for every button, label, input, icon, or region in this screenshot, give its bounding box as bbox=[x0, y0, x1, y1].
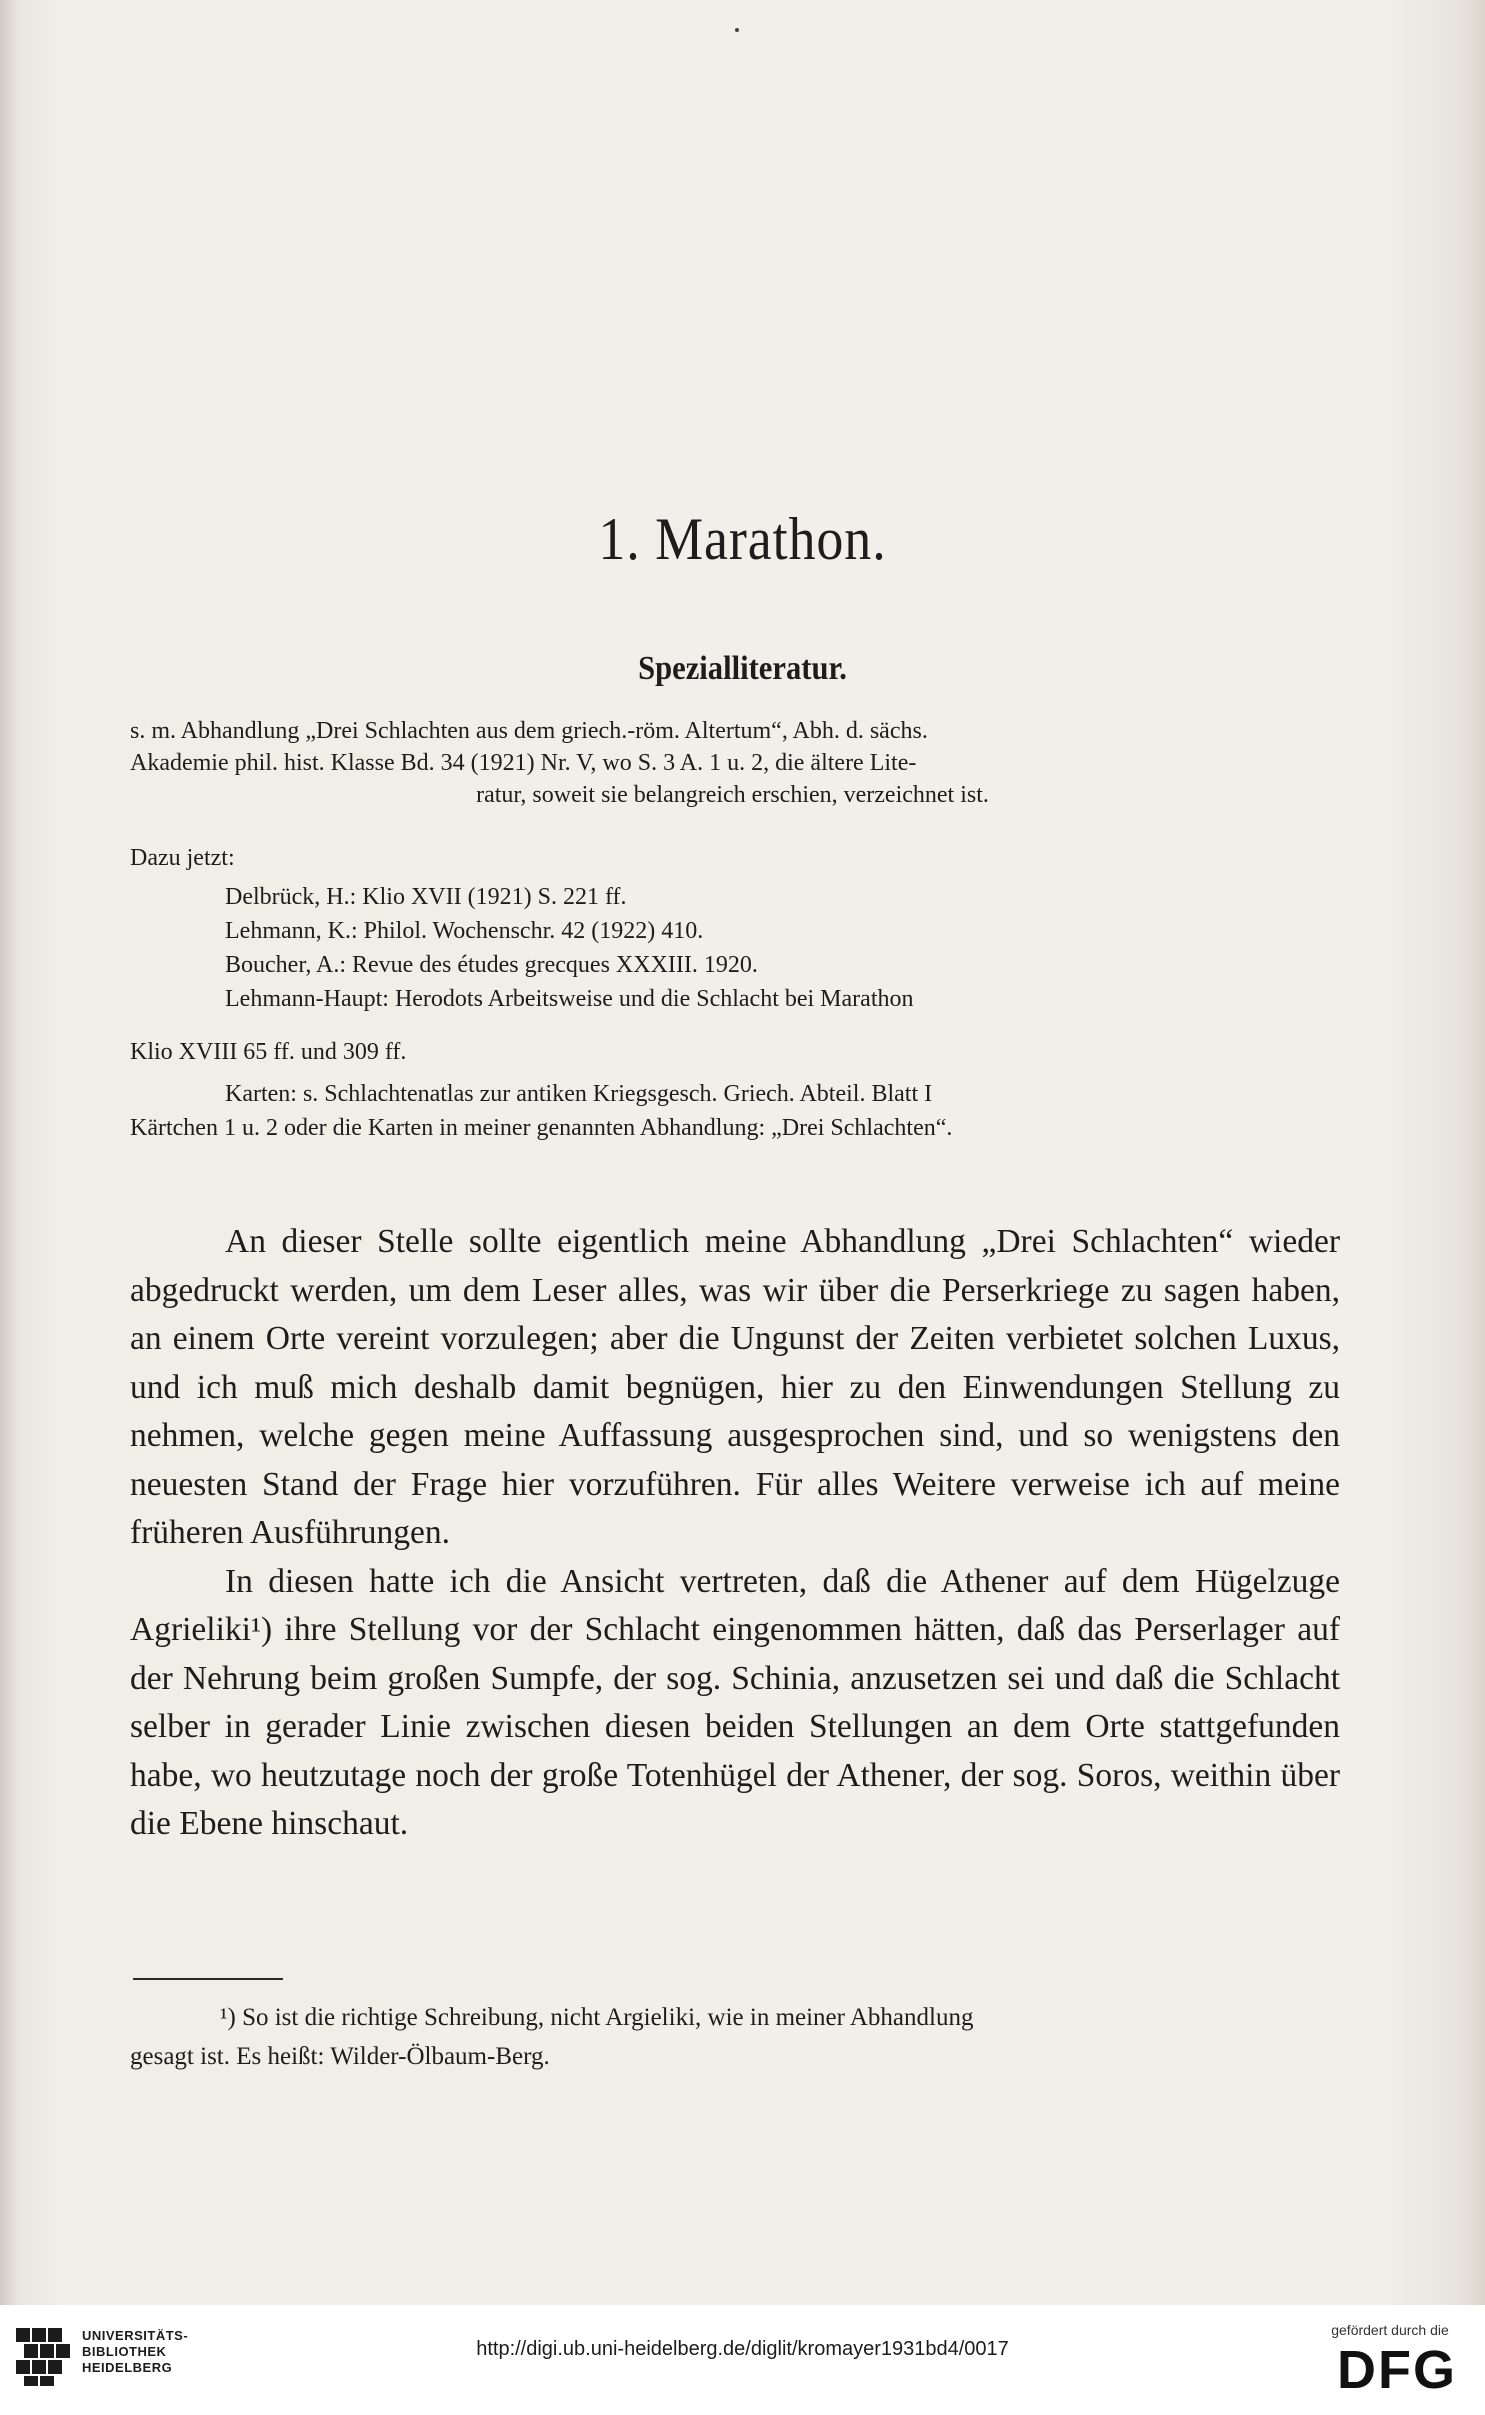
dazu-label: Dazu jetzt: bbox=[130, 845, 235, 871]
permalink-url[interactable]: http://digi.ub.uni-heidelberg.de/diglit/kromayer1931bd4/0017 bbox=[476, 2338, 1009, 2360]
literature-intro-line: ratur, soweit sie belangreich erschien, verzeichnet ist. bbox=[476, 782, 989, 808]
literature-entry: Boucher, A.: Revue des études grecques XXXIII. 1920. bbox=[225, 952, 758, 978]
funding-note: gefördert durch die bbox=[1331, 2322, 1449, 2338]
literature-maps-cont: Kärtchen 1 u. 2 oder die Karten in meiner genannten Abhandlung: „Drei Schlachten“. bbox=[130, 1115, 953, 1141]
section-subtitle: Spezialliteratur. bbox=[638, 650, 847, 687]
literature-entries bbox=[225, 880, 1335, 1016]
literature-entry-cont: Klio XVIII 65 ff. und 309 ff. bbox=[130, 1039, 407, 1065]
dfg-logo[interactable]: DFG bbox=[1337, 2340, 1457, 2400]
chapter-title: 1. Marathon. bbox=[598, 506, 887, 572]
page-speck bbox=[735, 28, 739, 32]
literature-maps: Karten: s. Schlachtenatlas zur antiken Kriegsgesch. Griech. Abteil. Blatt I bbox=[225, 1081, 933, 1107]
footnote-line: gesagt ist. Es heißt: Wilder-Ölbaum-Berg. bbox=[130, 2043, 550, 2070]
literature-intro-line: s. m. Abhandlung „Drei Schlachten aus dem griech.-röm. Altertum“, Abh. d. sächs. bbox=[130, 718, 928, 744]
body-text bbox=[130, 1218, 1340, 1849]
literature-intro bbox=[130, 715, 1335, 811]
footnote bbox=[130, 1998, 1335, 2076]
library-name: UNIVERSITÄTS- BIBLIOTHEK HEIDELBERG bbox=[82, 2328, 189, 2375]
body-paragraph: An dieser Stelle sollte eigentlich meine Abhandlung „Drei Schlachten“ wieder abgedruckt werden, um dem Leser alles, was wir über die Perserkriege zu sagen haben, an einem Orte vereint vorzulegen; aber die Ungunst der Zeiten verbietet solchen Luxus, und ich muß mich deshalb damit begnügen, hier zu den Einwendungen Stellung zu nehmen, welche gegen meine Auffassung ausgesprochen sind, und so wenigstens den neuesten Stand der Frage hier vorzuführen. Für alles Weitere verweise ich auf meine früheren Ausführungen. bbox=[130, 1223, 1340, 1551]
literature-entry: Lehmann-Haupt: Herodots Arbeitsweise und die Schlacht bei Marathon bbox=[225, 986, 914, 1012]
footnote-rule bbox=[133, 1978, 283, 1980]
body-paragraph: In diesen hatte ich die Ansicht vertreten, daß die Athener auf dem Hügelzuge Agrieliki¹) ihre Stellung vor der Schlacht eingenommen hätten, daß das Perserlager auf der Nehrung beim großen Sumpfe, der sog. Schinia, anzusetzen sei und daß die Schlacht selber in gerader Linie zwischen diesen beiden Stellungen an dem Orte stattgefunden habe, wo heutzutage noch der große Totenhügel der Athener, der sog. Soros, weithin über die Ebene hinschaut. bbox=[130, 1562, 1340, 1842]
literature-entry: Lehmann, K.: Philol. Wochenschr. 42 (1922) 410. bbox=[225, 918, 704, 944]
literature-intro-line: Akademie phil. hist. Klasse Bd. 34 (1921) Nr. V, wo S. 3 A. 1 u. 2, die ältere Lite- bbox=[130, 750, 917, 776]
literature-entry: Delbrück, H.: Klio XVII (1921) S. 221 ff. bbox=[225, 884, 627, 910]
footnote-line: ¹) So ist die richtige Schreibung, nicht Argieliki, wie in meiner Abhandlung bbox=[220, 2004, 974, 2031]
